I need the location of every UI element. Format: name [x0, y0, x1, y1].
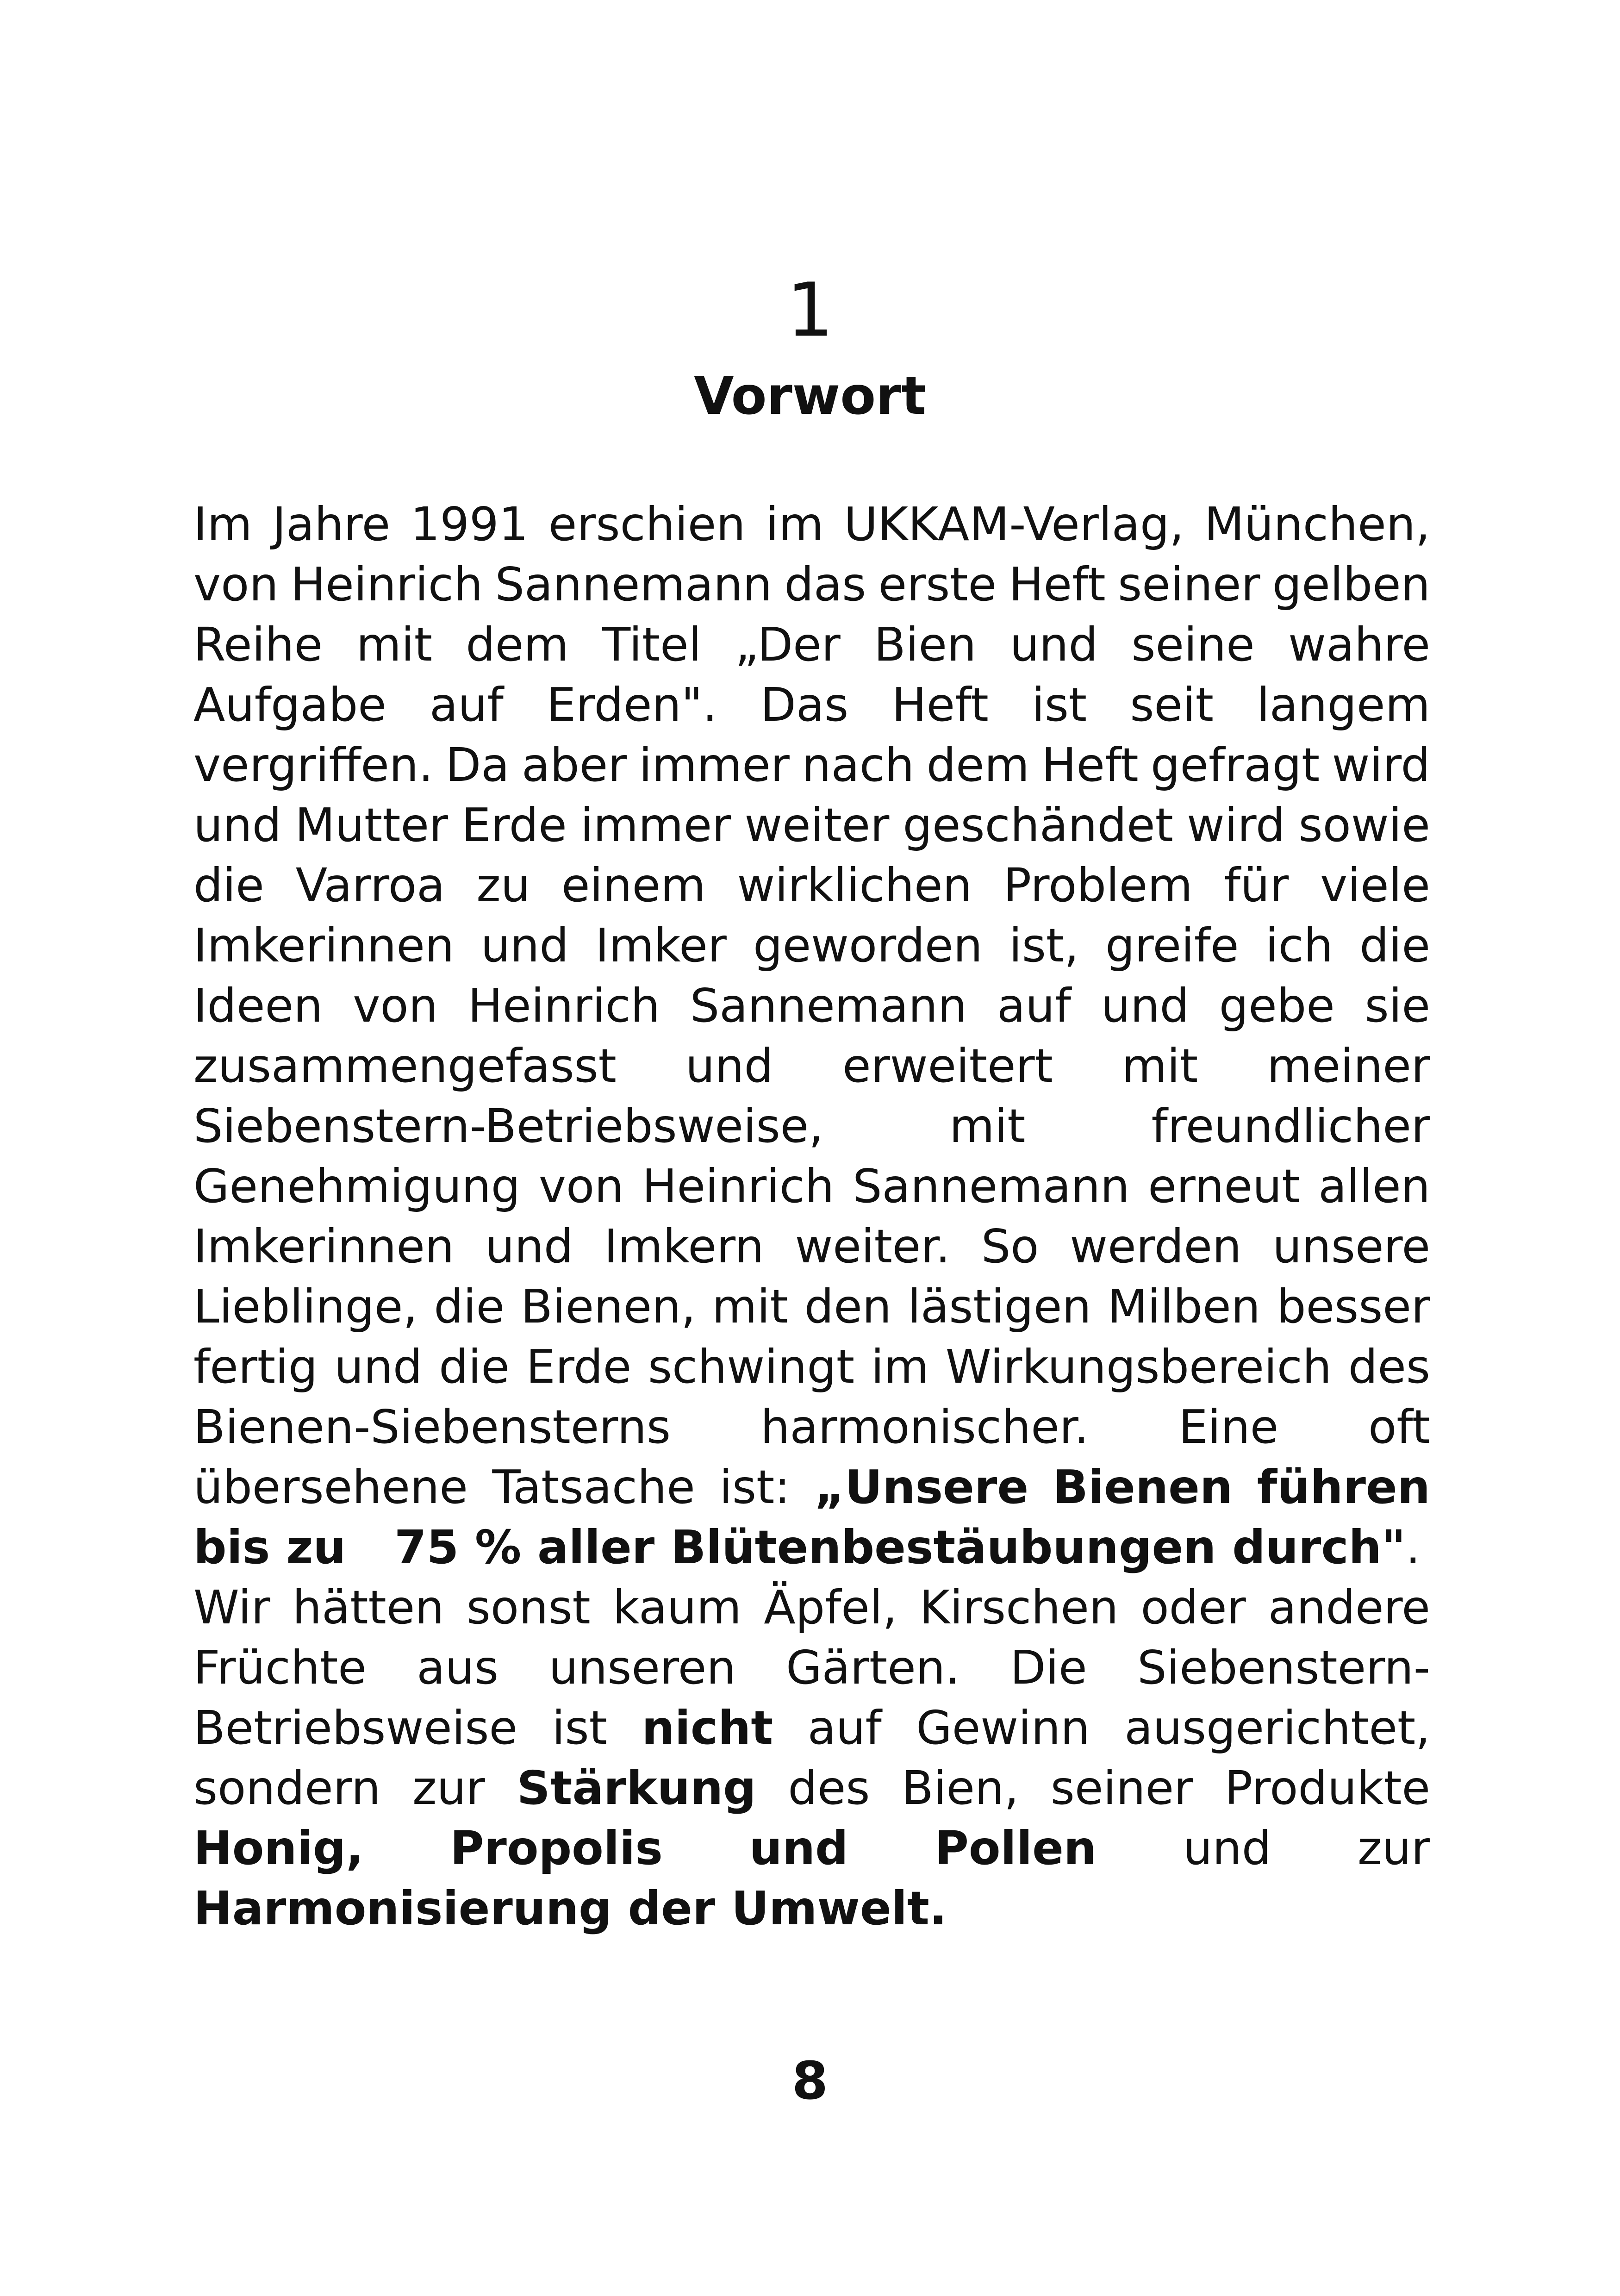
word: die — [1359, 918, 1430, 973]
text-line — [193, 1036, 1430, 1096]
body-text — [193, 494, 1430, 1939]
word: Tatsache — [492, 1460, 695, 1514]
word: seit — [1130, 678, 1214, 732]
word: erweitert — [842, 1039, 1053, 1093]
word: zur — [412, 1761, 486, 1815]
word: Heinrich — [467, 979, 660, 1033]
word: Bienen — [1053, 1460, 1233, 1514]
word: im — [766, 497, 824, 551]
word: und — [749, 1821, 848, 1875]
word: wird — [1186, 798, 1285, 852]
text-line — [193, 1638, 1430, 1698]
word: Heft — [1009, 557, 1106, 611]
word: dem — [926, 738, 1029, 792]
word: oder — [1140, 1580, 1246, 1635]
word: Pollen — [935, 1821, 1097, 1875]
word: gebe — [1219, 979, 1335, 1033]
word: gefragt — [1150, 738, 1320, 792]
word: Bien — [874, 618, 977, 672]
word: Wirkungsbereich — [945, 1340, 1332, 1394]
word: die — [439, 1340, 510, 1394]
word: Im — [193, 497, 252, 551]
word: Gewinn — [916, 1701, 1090, 1755]
word: Sannemann — [853, 1159, 1130, 1213]
word: auf — [429, 678, 504, 732]
word: Siebenstern- — [1137, 1641, 1430, 1695]
word: nach — [802, 738, 915, 792]
word: Heft — [891, 678, 989, 732]
word: und — [1183, 1821, 1271, 1875]
word: weiter. — [795, 1219, 951, 1273]
word: Bienen-Siebensterns — [193, 1400, 671, 1454]
word: Erde — [461, 798, 567, 852]
word: und — [480, 918, 569, 973]
word: Ideen — [193, 979, 323, 1033]
text-line — [193, 1397, 1430, 1457]
word: zusammengefasst — [193, 1039, 617, 1093]
word: andere — [1268, 1580, 1430, 1635]
word: schwingt — [648, 1340, 855, 1394]
word: Problem — [1003, 858, 1193, 912]
word: freundlicher — [1151, 1099, 1430, 1153]
word: Heft — [1041, 738, 1139, 792]
word: weiter — [744, 798, 890, 852]
text-line — [193, 1878, 1430, 1939]
word: dem — [466, 618, 569, 672]
word: immer — [639, 738, 790, 792]
word: von — [193, 557, 279, 611]
word: sie — [1365, 979, 1430, 1033]
word: wirklichen — [737, 858, 972, 912]
word: Imkern — [604, 1219, 764, 1273]
text-line — [193, 494, 1430, 555]
word: unseren — [548, 1641, 736, 1695]
text-line — [193, 1096, 1430, 1156]
word: Bien, — [902, 1761, 1019, 1815]
word: mit — [949, 1099, 1026, 1153]
word: wahre — [1288, 618, 1430, 672]
word: und — [1101, 979, 1189, 1033]
word: sonst — [466, 1580, 591, 1635]
text-line — [193, 1277, 1430, 1337]
text-line — [193, 1217, 1430, 1277]
text-line — [193, 1337, 1430, 1397]
word: Das — [760, 678, 849, 732]
chapter-title: Vorwort — [694, 366, 926, 426]
word: und — [193, 798, 282, 852]
word: Mutter — [295, 798, 449, 852]
chapter-number: 1 — [786, 267, 834, 353]
word: Stärkung — [517, 1761, 756, 1815]
word: ausgerichtet, — [1124, 1701, 1430, 1755]
word: seiner — [1118, 557, 1260, 611]
word: Heinrich — [642, 1159, 835, 1213]
word: die — [193, 858, 264, 912]
word: Varroa — [295, 858, 445, 912]
word: des — [788, 1761, 870, 1815]
text-line — [193, 1698, 1430, 1758]
word: Propolis — [450, 1821, 663, 1875]
word: unsere — [1272, 1219, 1430, 1273]
word: und — [334, 1340, 423, 1394]
word: auf — [807, 1701, 882, 1755]
word: Aufgabe — [193, 678, 386, 732]
word: meiner — [1267, 1039, 1430, 1093]
word: nicht — [642, 1701, 773, 1755]
text-line — [193, 855, 1430, 916]
word: Jahre — [272, 497, 391, 551]
word: Milben — [1107, 1279, 1261, 1334]
word: einem — [561, 858, 706, 912]
word: wird — [1332, 738, 1430, 792]
word: Betriebsweise — [193, 1701, 518, 1755]
word: zur — [1358, 1821, 1430, 1875]
word: Erden". — [547, 678, 717, 732]
word: für — [1224, 858, 1289, 912]
word: Lieblinge, — [193, 1279, 418, 1334]
word: des — [1348, 1340, 1430, 1394]
word: erste — [878, 557, 997, 611]
word: ist — [1032, 678, 1087, 732]
word: allen — [1318, 1159, 1430, 1213]
word: und — [685, 1039, 774, 1093]
word: hätten — [292, 1580, 444, 1635]
word: gelben — [1272, 557, 1430, 611]
word: . — [1405, 1520, 1421, 1574]
word: sowie — [1298, 798, 1430, 852]
word: greife — [1105, 918, 1239, 973]
word: aber — [521, 738, 627, 792]
word: immer — [580, 798, 731, 852]
word: von — [538, 1159, 624, 1213]
word: übersehene — [193, 1460, 468, 1514]
word: zu — [476, 858, 530, 912]
word: „Unsere — [814, 1460, 1029, 1514]
word: im — [871, 1340, 929, 1394]
word: Siebenstern-Betriebsweise, — [193, 1099, 824, 1153]
word: fertig — [193, 1340, 318, 1394]
word: Äpfel, — [764, 1580, 897, 1635]
word: und — [485, 1219, 573, 1273]
word: „Der — [735, 618, 841, 672]
word: Da — [445, 738, 510, 792]
text-line — [193, 735, 1430, 795]
word: harmonischer. — [760, 1400, 1089, 1454]
text-line — [193, 795, 1430, 855]
word: und — [1009, 618, 1098, 672]
word: Imkerinnen — [193, 918, 455, 973]
text-line — [193, 1156, 1430, 1217]
text-line — [193, 555, 1430, 615]
word: kaum — [612, 1580, 742, 1635]
word: den — [804, 1279, 892, 1334]
word: Imker — [595, 918, 727, 973]
text-line — [193, 1517, 1430, 1578]
word: erneut — [1148, 1159, 1300, 1213]
word: Erde — [526, 1340, 632, 1394]
text-line — [193, 916, 1430, 976]
word: ist, — [1009, 918, 1079, 973]
word: vergriffen. — [193, 738, 434, 792]
word: seine — [1131, 618, 1255, 672]
word: Produkte — [1224, 1761, 1430, 1815]
word: ist: — [719, 1460, 791, 1514]
word: Honig, — [193, 1821, 364, 1875]
page-number: 8 — [792, 2051, 828, 2111]
word: Harmonisierung der Umwelt. — [193, 1881, 947, 1935]
text-line — [193, 1457, 1430, 1517]
word: lästigen — [908, 1279, 1091, 1334]
word: Imkerinnen — [193, 1219, 455, 1273]
word: seiner — [1050, 1761, 1193, 1815]
word: ist — [552, 1701, 607, 1755]
word: sondern — [193, 1761, 381, 1815]
word: UKKAM-Verlag, — [844, 497, 1184, 551]
word: München, — [1204, 497, 1430, 551]
word: Sannemann — [690, 979, 967, 1033]
word: oft — [1368, 1400, 1430, 1454]
word: Genehmigung — [193, 1159, 521, 1213]
word: mit — [1122, 1039, 1198, 1093]
word: Früchte — [193, 1641, 367, 1695]
word: viele — [1320, 858, 1430, 912]
word: die — [434, 1279, 505, 1334]
word: mit — [712, 1279, 788, 1334]
word: erschien — [548, 497, 746, 551]
word: geworden — [753, 918, 983, 973]
word: Sannemann — [495, 557, 773, 611]
word: Eine — [1178, 1400, 1279, 1454]
word: aus — [417, 1641, 499, 1695]
word: geschändet — [903, 798, 1173, 852]
word: von — [353, 979, 438, 1033]
word: Die — [1010, 1641, 1087, 1695]
word: Reihe — [193, 618, 323, 672]
word: Kirschen — [919, 1580, 1119, 1635]
word: Heinrich — [291, 557, 483, 611]
word: langem — [1257, 678, 1430, 732]
word: bis zu 75 % aller Blütenbestäubungen durch" — [193, 1520, 1406, 1574]
word: besser — [1277, 1279, 1430, 1334]
text-line — [193, 1578, 1430, 1638]
text-line — [193, 976, 1430, 1036]
word: Gärten. — [786, 1641, 960, 1695]
word: Wir — [193, 1580, 270, 1635]
word: Titel — [602, 618, 702, 672]
text-line — [193, 675, 1430, 735]
word: ich — [1265, 918, 1333, 973]
word: Bienen, — [521, 1279, 696, 1334]
word: So — [981, 1219, 1039, 1273]
text-line — [193, 1758, 1430, 1818]
text-line — [193, 1818, 1430, 1878]
word: das — [784, 557, 866, 611]
word: mit — [356, 618, 432, 672]
word: werden — [1070, 1219, 1242, 1273]
text-line — [193, 615, 1430, 675]
word: führen — [1257, 1460, 1430, 1514]
word: auf — [997, 979, 1071, 1033]
word: 1991 — [410, 497, 529, 551]
